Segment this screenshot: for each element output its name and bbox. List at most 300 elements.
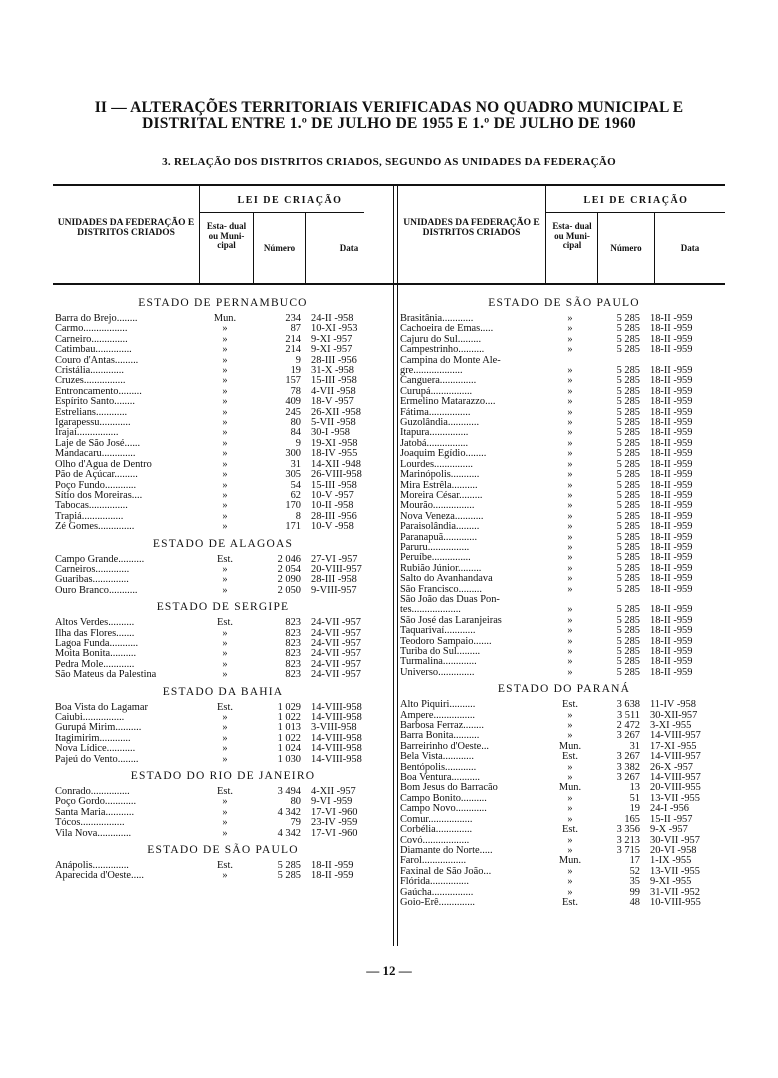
law-number: 5 285 — [616, 615, 640, 626]
law-number: 5 285 — [616, 574, 640, 585]
law-date: 30-XII-957 — [650, 710, 698, 721]
law-number: 305 — [285, 470, 301, 481]
law-type: » — [222, 428, 228, 439]
law-date: 9-XI -957 — [311, 334, 353, 345]
law-type: Est. — [562, 825, 578, 836]
law-number: 170 — [285, 501, 301, 512]
law-date: 4-XII -957 — [311, 787, 356, 798]
table-row — [400, 711, 728, 721]
law-number: 1 013 — [277, 723, 301, 734]
district-name: Teodoro Sampaio....... — [400, 636, 492, 647]
table-row — [55, 345, 391, 355]
table-top-rule — [53, 184, 725, 186]
law-date: 10-V -958 — [311, 522, 354, 533]
law-date: 18-II -959 — [650, 553, 693, 564]
district-name: Ouro Branco........... — [55, 585, 138, 596]
district-name: Bela Vista............ — [400, 752, 474, 763]
table-row — [55, 713, 391, 723]
header-estadual-left: Esta- dual ou Muni- cipal — [206, 221, 247, 250]
law-type: » — [567, 584, 573, 595]
table-row — [55, 470, 391, 480]
law-type: » — [222, 871, 228, 882]
law-number: 5 285 — [616, 438, 640, 449]
district-name: São Mateus da Palestina — [55, 670, 157, 681]
table-row — [400, 616, 728, 626]
law-type: » — [222, 733, 228, 744]
district-name: Igarapessu............ — [55, 418, 131, 429]
table-row — [55, 439, 391, 449]
district-name: Taquarivaí............ — [400, 626, 476, 637]
district-name: Poço Gordo............ — [55, 797, 137, 808]
district-name: gre................... — [400, 366, 463, 377]
law-type: » — [222, 418, 228, 429]
law-number: 5 285 — [616, 397, 640, 408]
law-date: 18-II -959 — [650, 366, 693, 377]
district-name: Guaribas.............. — [55, 575, 129, 586]
table-row — [55, 366, 391, 376]
district-name: Caiubi................ — [55, 713, 125, 723]
law-number: 5 285 — [616, 584, 640, 595]
law-number: 3 382 — [616, 762, 640, 773]
table-row — [55, 871, 391, 881]
table-row — [400, 345, 728, 355]
law-date: 24-II -958 — [311, 314, 354, 324]
district-name: Barra Bonita.......... — [400, 731, 480, 742]
district-name: Boa Ventura........... — [400, 773, 481, 784]
law-date: 24-VII -957 — [311, 670, 361, 681]
law-number: 5 285 — [616, 386, 640, 397]
table-row — [55, 649, 391, 659]
law-number: 54 — [290, 480, 301, 491]
law-number: 5 285 — [616, 636, 640, 647]
law-type: » — [222, 407, 228, 418]
law-type: » — [222, 797, 228, 808]
table-row — [400, 314, 728, 324]
district-name: Moita Bonita.......... — [55, 649, 137, 660]
law-number: 17 — [629, 856, 640, 867]
page-title: II — ALTERAÇÕES TERRITORIAIS VERIFICADAS NO QUADRO MUNICIPAL E DISTRITAL ENTRE 1.º DE JULHO DE 1955 E 1.º DE JULHO DE 1960 — [94, 99, 684, 132]
header-estadual-right: Esta- dual ou Muni- cipal — [552, 221, 592, 250]
law-date: 28-III -958 — [311, 575, 357, 586]
law-type: » — [222, 490, 228, 501]
law-type: » — [222, 459, 228, 470]
law-date: 13-VII -955 — [650, 793, 700, 804]
law-type: Mun. — [558, 856, 582, 867]
law-number: 80 — [290, 797, 301, 808]
law-type: » — [222, 386, 228, 397]
law-date: 24-VII -957 — [311, 649, 361, 660]
law-date: 18-II -959 — [650, 511, 693, 522]
law-date: 17-VI -960 — [311, 828, 358, 839]
table-row — [55, 703, 391, 713]
district-name: Lourdes............... — [400, 459, 474, 470]
table-row — [400, 460, 728, 470]
district-name: Ôlho d'Água de Dentro — [55, 459, 152, 470]
header-bottom-rule — [53, 283, 725, 285]
district-name: Mira Estrêla.......... — [400, 480, 478, 491]
law-number: 78 — [290, 386, 301, 397]
district-name: Estrelians............ — [55, 407, 128, 418]
law-type: » — [567, 459, 573, 470]
table-row — [55, 639, 391, 649]
law-number: 5 285 — [277, 861, 301, 872]
table-row — [400, 783, 728, 793]
law-number: 5 285 — [616, 345, 640, 356]
law-number: 19 — [290, 366, 301, 377]
table-row — [400, 637, 728, 647]
law-type: » — [567, 480, 573, 491]
law-number: 234 — [285, 314, 301, 324]
law-type: » — [567, 449, 573, 460]
table-row — [55, 660, 391, 670]
table-row — [400, 418, 728, 428]
law-type: » — [567, 605, 573, 616]
law-date: 18-II -959 — [650, 636, 693, 647]
law-type: » — [567, 710, 573, 721]
table-row — [400, 742, 728, 752]
table-row — [400, 867, 728, 877]
law-type: » — [567, 866, 573, 877]
district-name: Gaúcha................ — [400, 887, 474, 898]
law-type: » — [222, 564, 228, 575]
district-name: Tabocas............... — [55, 501, 128, 512]
header-numero-left: Número — [263, 243, 296, 253]
law-number: 35 — [629, 877, 640, 888]
law-date: 19-XI -958 — [311, 438, 358, 449]
table-row — [400, 543, 728, 553]
table-row — [400, 721, 728, 731]
table-row — [55, 829, 391, 839]
law-type: Mun. — [213, 314, 237, 324]
district-name: Cristália............. — [55, 366, 124, 377]
law-number: 9 — [295, 438, 301, 449]
law-date: 3-XI -955 — [650, 721, 692, 732]
law-number: 5 285 — [616, 334, 640, 345]
law-date: 18-II -959 — [650, 657, 693, 668]
law-type: » — [567, 574, 573, 585]
district-name: Brasitânia............ — [400, 314, 474, 324]
law-type: » — [567, 563, 573, 574]
law-type: » — [567, 511, 573, 522]
law-type: » — [222, 638, 228, 649]
district-name: Cajuru do Sul......... — [400, 334, 482, 345]
table-row — [55, 491, 391, 501]
law-number: 1 022 — [277, 733, 301, 744]
law-type: » — [222, 628, 228, 639]
law-number: 5 285 — [616, 542, 640, 553]
law-number: 823 — [285, 649, 301, 660]
law-number: 2 472 — [616, 721, 640, 732]
table-row — [400, 387, 728, 397]
law-date: 18-II -959 — [311, 871, 354, 882]
table-row — [400, 533, 728, 543]
law-number: 5 285 — [616, 605, 640, 616]
law-type: » — [222, 324, 228, 335]
district-name: Paruru................ — [400, 542, 470, 553]
law-date: 18-II -959 — [650, 324, 693, 335]
district-name: Goio-Erê.............. — [400, 897, 476, 908]
law-number: 3 267 — [616, 752, 640, 763]
law-type: » — [222, 754, 228, 765]
law-number: 31 — [290, 459, 301, 470]
law-date: 3-VIII-958 — [311, 723, 357, 734]
law-date: 31-X -958 — [311, 366, 354, 377]
table-row — [55, 629, 391, 639]
law-number: 5 285 — [616, 480, 640, 491]
district-name: Pão de Açúcar......... — [55, 470, 138, 481]
law-number: 5 285 — [616, 366, 640, 377]
law-type: » — [567, 490, 573, 501]
table-row — [400, 815, 728, 825]
district-name: Rubião Júnior......... — [400, 563, 482, 574]
law-type: » — [222, 744, 228, 755]
center-double-rule-a — [393, 186, 394, 946]
law-date: 18-II -959 — [650, 449, 693, 460]
law-type: » — [567, 877, 573, 888]
law-date: 28-III -956 — [311, 511, 357, 522]
law-number: 5 285 — [616, 449, 640, 460]
law-type: » — [567, 532, 573, 543]
district-name: Entroncamento......... — [55, 386, 142, 397]
table-row — [55, 449, 391, 459]
law-number: 823 — [285, 670, 301, 681]
district-name: Peruíbe............... — [400, 553, 471, 564]
state-heading: ESTADO DE PERNAMBUCO — [138, 297, 308, 309]
law-type: » — [567, 386, 573, 397]
law-type: » — [567, 501, 573, 512]
table-row — [400, 428, 728, 438]
table-row — [400, 626, 728, 636]
law-date: 18-II -959 — [650, 626, 693, 637]
law-number: 19 — [629, 804, 640, 815]
law-date: 28-III -956 — [311, 355, 357, 366]
law-type: Est. — [217, 861, 233, 872]
law-date: 18-II -959 — [650, 407, 693, 418]
law-number: 1 024 — [277, 744, 301, 755]
law-number: 823 — [285, 638, 301, 649]
district-name: Poço Fundo............ — [55, 480, 137, 491]
law-type: » — [222, 438, 228, 449]
table-row — [55, 324, 391, 334]
law-number: 1 022 — [277, 713, 301, 723]
law-date: 18-II -959 — [311, 861, 354, 872]
law-number: 245 — [285, 407, 301, 418]
table-row — [400, 898, 728, 908]
law-type: » — [567, 762, 573, 773]
law-date: 18-II -959 — [650, 490, 693, 501]
law-number: 48 — [629, 897, 640, 908]
table-row — [400, 825, 728, 835]
lei-underline-left — [199, 212, 364, 213]
table-subtitle: 3. RELAÇÃO DOS DISTRITOS CRIADOS, SEGUNDO AS UNIDADES DA FEDERAÇÃO — [162, 156, 616, 168]
law-date: 9-X -957 — [650, 825, 688, 836]
law-date: 13-VII -955 — [650, 866, 700, 877]
law-date: 9-XI -957 — [311, 345, 353, 356]
law-number: 2 054 — [277, 564, 301, 575]
table-row — [55, 618, 391, 628]
law-date: 17-XI -955 — [650, 741, 697, 752]
law-number: 99 — [629, 887, 640, 898]
law-number: 62 — [290, 490, 301, 501]
district-name: Catimbau.............. — [55, 345, 132, 356]
law-date: 9-VIII-957 — [311, 585, 357, 596]
law-date: 24-VII -957 — [311, 638, 361, 649]
law-date: 10-II -958 — [311, 501, 354, 512]
table-row — [55, 481, 391, 491]
district-name: Sítio dos Moreiras.... — [55, 490, 143, 501]
law-type: » — [567, 345, 573, 356]
law-date: 18-II -959 — [650, 397, 693, 408]
law-type: » — [567, 731, 573, 742]
district-name: Anápolis.............. — [55, 861, 129, 872]
table-row — [400, 439, 728, 449]
district-name: Curupá................ — [400, 386, 473, 397]
table-row — [400, 773, 728, 783]
district-name: São José das Laranjeiras — [400, 615, 502, 626]
law-date: 18-II -959 — [650, 334, 693, 345]
state-heading: ESTADO DO RIO DE JANEIRO — [130, 770, 316, 783]
law-type: » — [567, 814, 573, 825]
district-name: Laje de São José...... — [55, 438, 141, 449]
law-number: 5 285 — [616, 626, 640, 637]
law-number: 3 267 — [616, 731, 640, 742]
table-row — [55, 734, 391, 744]
law-date: 14-VIII-957 — [650, 773, 701, 784]
district-name: Cruzes................ — [55, 376, 126, 387]
table-row — [400, 335, 728, 345]
law-type: » — [567, 438, 573, 449]
header-data-left: Data — [339, 243, 359, 253]
district-name: Turiba do Sul......... — [400, 647, 481, 657]
state-heading: ESTADO DE SÃO PAULO — [488, 297, 640, 309]
law-number: 5 285 — [616, 511, 640, 522]
district-name: Campina do Monte Ale- — [400, 355, 501, 366]
district-name: Comur................. — [400, 814, 473, 825]
table-row — [400, 470, 728, 480]
law-date: 15-III -958 — [311, 480, 357, 491]
law-date: 24-VII -957 — [311, 618, 361, 629]
law-type: » — [222, 723, 228, 734]
law-number: 3 356 — [616, 825, 640, 836]
table-row — [55, 744, 391, 754]
law-type: » — [222, 575, 228, 586]
law-type: » — [567, 721, 573, 732]
law-type: Est. — [217, 618, 233, 629]
table-row — [55, 818, 391, 828]
law-number: 214 — [285, 334, 301, 345]
law-type: » — [222, 511, 228, 522]
law-type: » — [567, 657, 573, 668]
law-number: 5 285 — [616, 470, 640, 481]
district-name: Marinópolis........... — [400, 470, 480, 481]
district-name: Nova Veneza........... — [400, 511, 484, 522]
law-date: 24-VII -957 — [311, 659, 361, 670]
district-name: Universo.............. — [400, 667, 475, 678]
district-name: Lagoa Funda........... — [55, 638, 139, 649]
law-date: 26-XII -958 — [311, 407, 361, 418]
table-row — [400, 574, 728, 584]
table-row — [55, 387, 391, 397]
header-data-right: Data — [680, 243, 700, 253]
law-type: » — [567, 366, 573, 377]
table-row — [55, 356, 391, 366]
district-name: Gurupá Mirim.......... — [55, 723, 142, 734]
law-number: 4 342 — [277, 807, 301, 818]
table-row — [55, 408, 391, 418]
law-date: 5-VII -958 — [311, 418, 356, 429]
law-date: 14-VIII-958 — [311, 733, 362, 744]
district-name: Aparecida d'Oeste..... — [55, 871, 145, 882]
table-row — [55, 512, 391, 522]
law-number: 3 715 — [616, 845, 640, 856]
district-name: Alto Piquiri.......... — [400, 700, 476, 711]
district-name: Barra do Brejo........ — [55, 314, 138, 324]
table-row — [55, 586, 391, 596]
law-date: 18-II -959 — [650, 647, 693, 657]
district-name: Couro d'Antas......... — [55, 355, 139, 366]
district-name: Ermelino Matarazzo.... — [400, 397, 496, 408]
district-name: Mandacaru............. — [55, 449, 136, 460]
law-type: » — [567, 470, 573, 481]
law-date: 18-II -959 — [650, 532, 693, 543]
law-number: 52 — [629, 866, 640, 877]
table-row — [400, 481, 728, 491]
table-row — [400, 668, 728, 678]
law-type: » — [222, 397, 228, 408]
table-row — [55, 787, 391, 797]
law-type: » — [567, 376, 573, 387]
law-date: 18-II -959 — [650, 438, 693, 449]
law-date: 14-VIII-958 — [311, 713, 362, 723]
district-name: Carneiro.............. — [55, 334, 128, 345]
law-number: 409 — [285, 397, 301, 408]
law-number: 5 285 — [616, 532, 640, 543]
table-row — [400, 522, 728, 532]
district-name: Santa Maria........... — [55, 807, 135, 818]
district-name: Moreira César......... — [400, 490, 483, 501]
district-name: Salto do Avanhandava — [400, 574, 493, 585]
district-name: Cachoeira de Emas..... — [400, 324, 494, 335]
district-name: Turmalina............. — [400, 657, 477, 668]
district-name: Nova Lídice........... — [55, 744, 136, 755]
law-type: Est. — [217, 702, 233, 713]
district-name: Pedra Mole............ — [55, 659, 135, 670]
table-row — [400, 356, 728, 366]
law-date: 18-II -959 — [650, 345, 693, 356]
district-name: Zé Gomes.............. — [55, 522, 135, 533]
table-row — [55, 861, 391, 871]
table-row — [55, 797, 391, 807]
lei-underline-right — [545, 212, 725, 213]
law-type: » — [567, 542, 573, 553]
law-number: 2 046 — [277, 554, 301, 565]
law-type: » — [222, 334, 228, 345]
district-name: Faxinal de São João... — [400, 866, 492, 877]
law-type: » — [567, 418, 573, 429]
law-type: Est. — [217, 554, 233, 565]
law-type: » — [222, 376, 228, 387]
law-date: 20-VIII-957 — [311, 564, 362, 575]
law-type: » — [567, 428, 573, 439]
table-row — [400, 888, 728, 898]
law-type: » — [222, 713, 228, 723]
law-number: 2 050 — [277, 585, 301, 596]
table-row — [55, 522, 391, 532]
law-type: » — [567, 407, 573, 418]
law-date: 15-III -958 — [311, 376, 357, 387]
law-date: 18-II -959 — [650, 376, 693, 387]
law-date: 14-VIII-958 — [311, 754, 362, 765]
